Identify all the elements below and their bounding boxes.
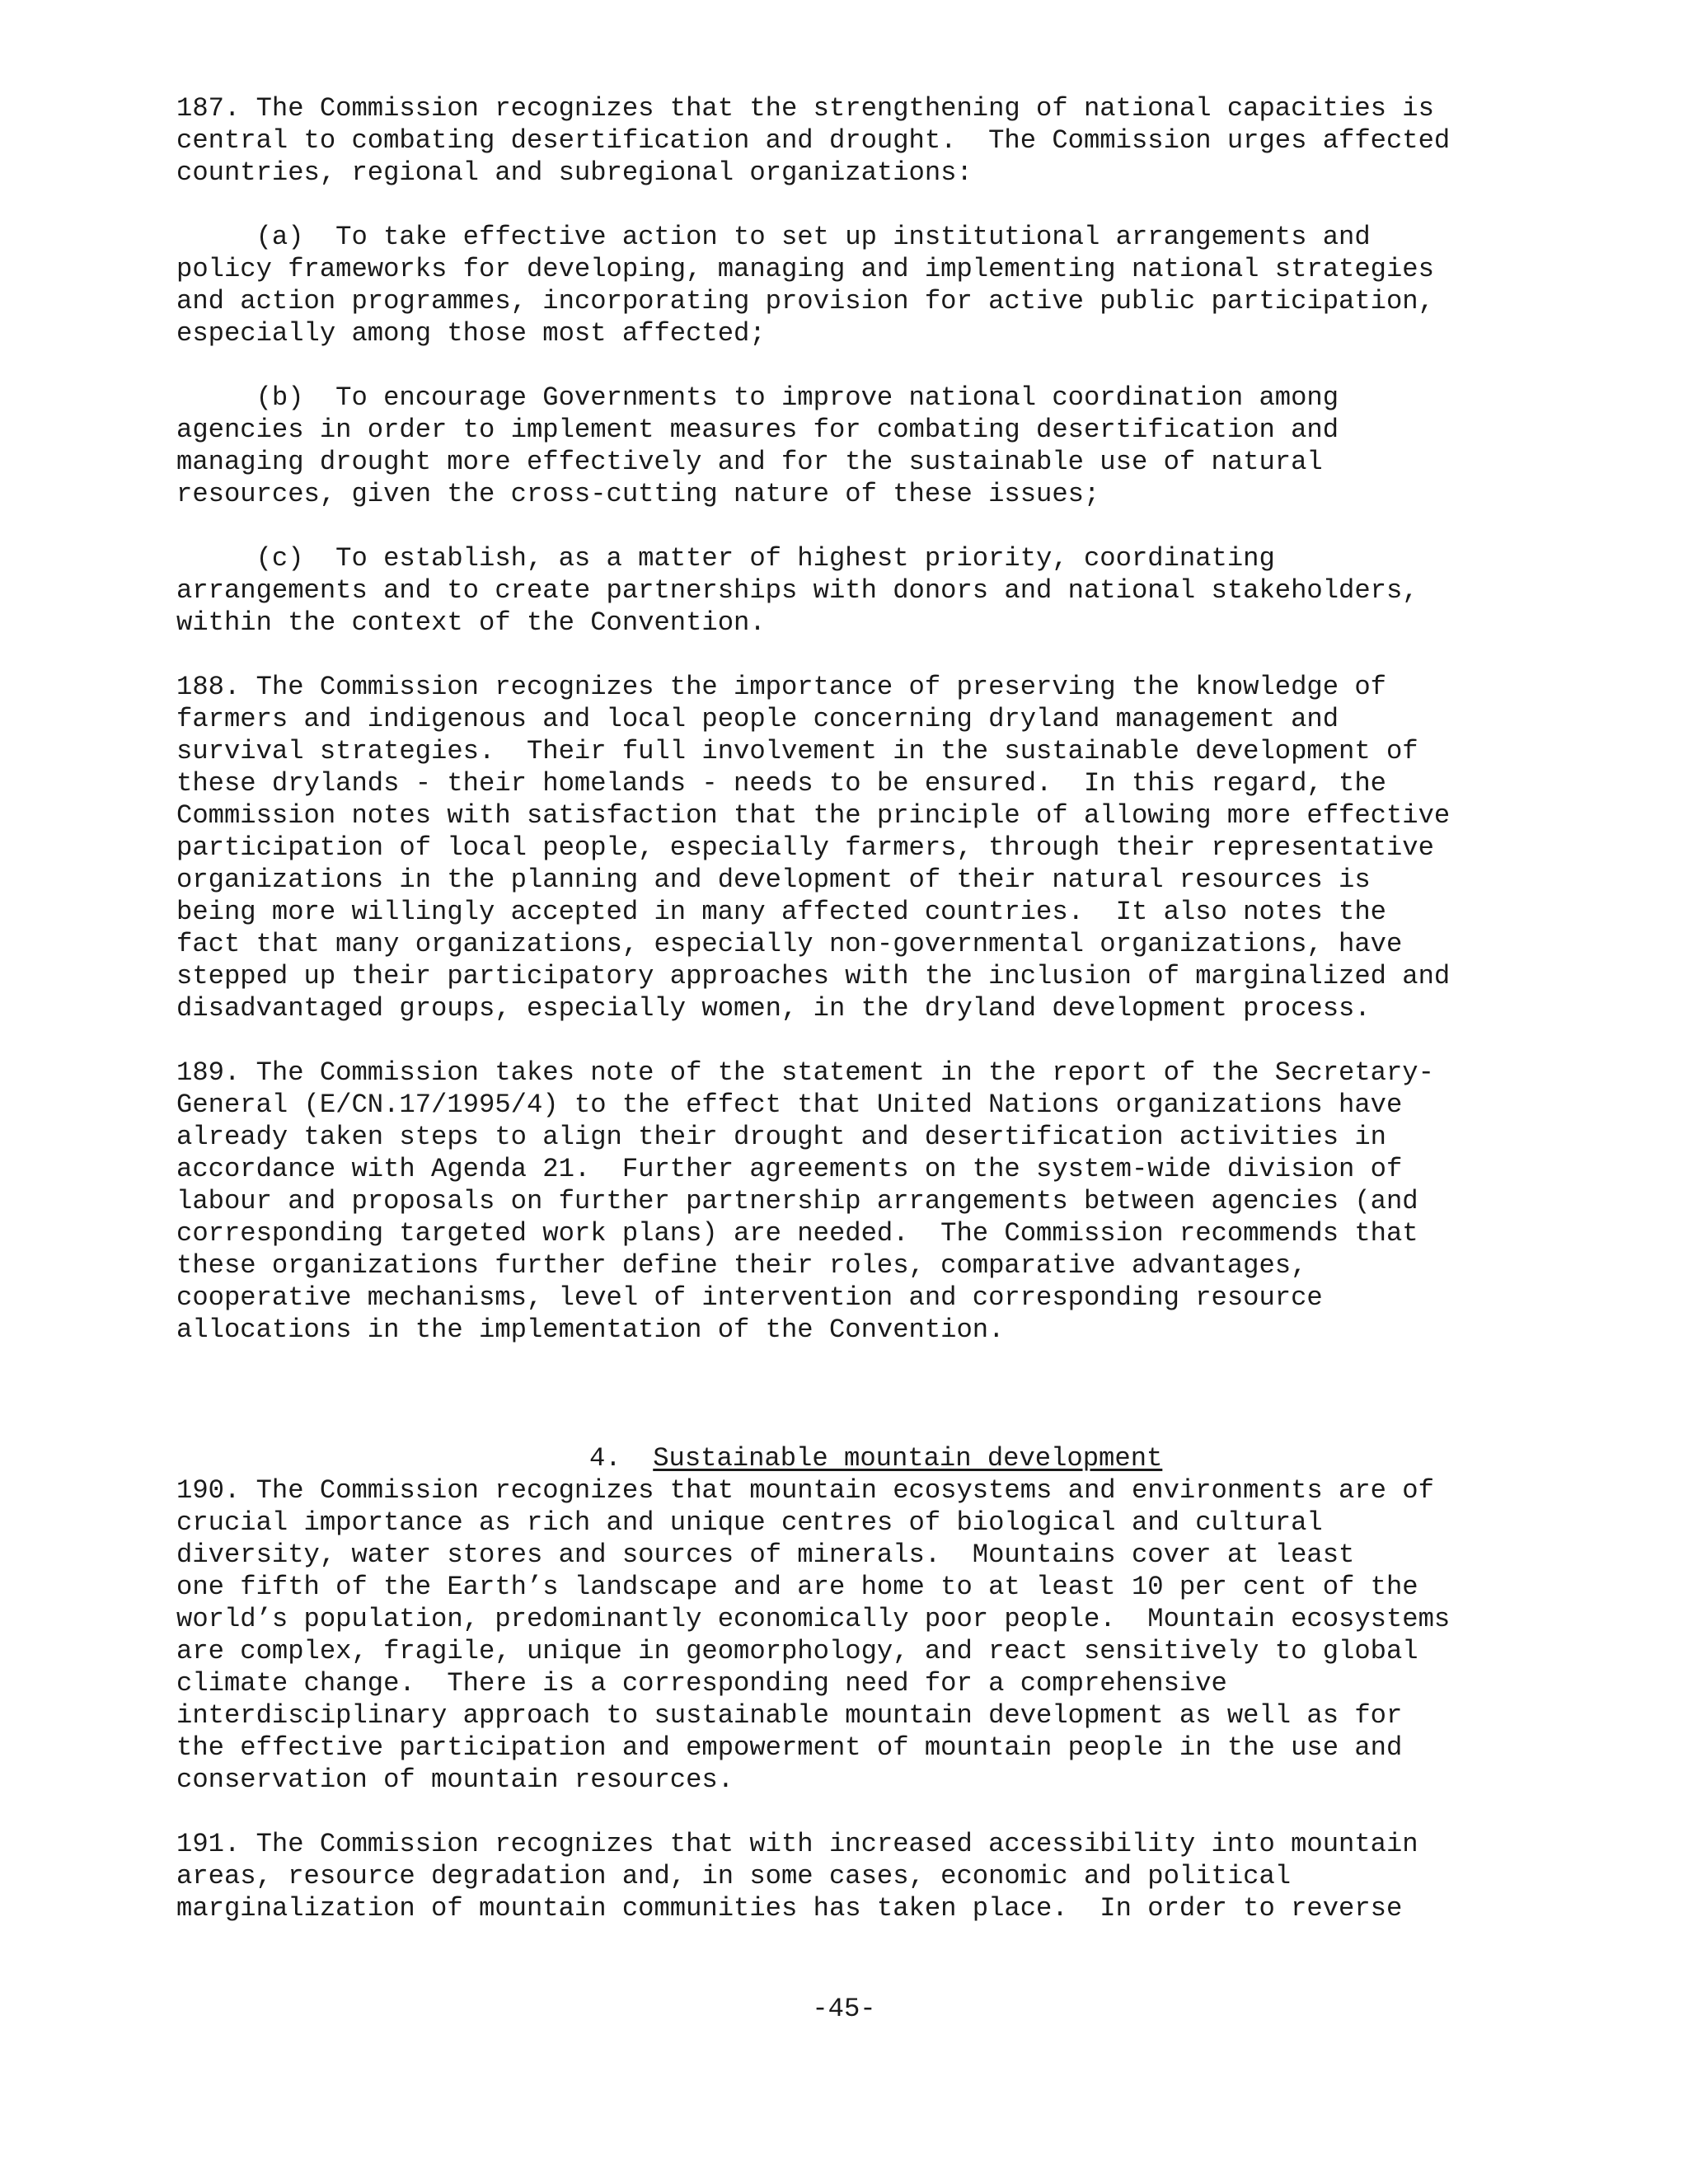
text-line: cooperative mechanisms, level of intervention and corresponding resource	[176, 1282, 1323, 1313]
text-line: General (E/CN.17/1995/4) to the effect that United Nations organizations have	[176, 1090, 1403, 1120]
text-line: participation of local people, especially farmers, through their representative	[176, 832, 1434, 863]
section-title: Sustainable mountain development	[653, 1443, 1163, 1474]
text-line: 191. The Commission recognizes that with increased accessibility into mountain	[176, 1829, 1418, 1859]
paragraph-191	[176, 1828, 1528, 1924]
text-line: crucial importance as rich and unique centres of biological and cultural	[176, 1507, 1323, 1538]
text-line: interdisciplinary approach to sustainable mountain development as well as for	[176, 1700, 1403, 1731]
page-number: -45-	[812, 1994, 876, 2024]
paragraph-187-b	[176, 382, 1528, 510]
text-line: policy frameworks for developing, managing and implementing national strategies	[176, 254, 1434, 284]
text-line: disadvantaged groups, especially women, in the dryland development process.	[176, 993, 1371, 1024]
text-line: organizations in the planning and development of their natural resources is	[176, 865, 1371, 895]
text-line: corresponding targeted work plans) are needed. The Commission recommends that	[176, 1218, 1418, 1249]
text-line: already taken steps to align their drought and desertification activities in	[176, 1122, 1386, 1152]
text-line: survival strategies. Their full involvement in the sustainable development of	[176, 736, 1418, 766]
text-line: world’s population, predominantly economically poor people. Mountain ecosystems	[176, 1604, 1451, 1634]
text-line: marginalization of mountain communities has taken place. In order to reverse	[176, 1893, 1403, 1924]
text-line: farmers and indigenous and local people concerning dryland management and	[176, 704, 1339, 734]
text-line: accordance with Agenda 21. Further agreements on the system-wide division of	[176, 1154, 1403, 1184]
text-line: agencies in order to implement measures for combating desertification and	[176, 415, 1339, 445]
text-line: one fifth of the Earth’s landscape and are home to at least 10 per cent of the	[176, 1572, 1418, 1602]
text-line: resources, given the cross-cutting nature of these issues;	[176, 479, 1100, 509]
text-line: especially among those most affected;	[176, 318, 766, 349]
text-line: climate change. There is a corresponding need for a comprehensive	[176, 1668, 1227, 1699]
text-line: Commission notes with satisfaction that the principle of allowing more effective	[176, 800, 1451, 831]
paragraph-188	[176, 671, 1528, 1024]
text-line: are complex, fragile, unique in geomorphology, and react sensitively to global	[176, 1636, 1418, 1666]
text-line: (c) To establish, as a matter of highest priority, coordinating	[176, 543, 1275, 574]
text-line: these organizations further define their roles, comparative advantages,	[176, 1250, 1307, 1281]
text-line: 189. The Commission takes note of the statement in the report of the Secretary-	[176, 1057, 1434, 1088]
text-line: within the context of the Convention.	[176, 607, 766, 638]
text-line: (b) To encourage Governments to improve national coordination among	[176, 382, 1339, 413]
text-line: the effective participation and empowerment of mountain people in the use and	[176, 1732, 1403, 1763]
text-line: central to combating desertification and drought. The Commission urges affected	[176, 125, 1451, 156]
paragraph-189	[176, 1057, 1528, 1346]
text-line: fact that many organizations, especially non-governmental organizations, have	[176, 929, 1403, 959]
text-line: these drylands - their homelands - needs to be ensured. In this regard, the	[176, 768, 1386, 799]
text-line: 190. The Commission recognizes that mountain ecosystems and environments are of	[176, 1475, 1434, 1506]
text-line: areas, resource degradation and, in some cases, economic and political	[176, 1861, 1292, 1891]
text-line: allocations in the implementation of the Convention.	[176, 1315, 1005, 1345]
text-line: being more willingly accepted in many affected countries. It also notes the	[176, 897, 1386, 927]
paragraph-187-c	[176, 542, 1528, 639]
text-line: countries, regional and subregional organizations:	[176, 157, 973, 188]
text-line: and action programmes, incorporating provision for active public participation,	[176, 286, 1434, 316]
text-line: managing drought more effectively and for the sustainable use of natural	[176, 447, 1323, 477]
text-line: stepped up their participatory approaches with the inclusion of marginalized and	[176, 961, 1451, 991]
text-line: conservation of mountain resources.	[176, 1765, 734, 1795]
text-line: labour and proposals on further partnership arrangements between agencies (and	[176, 1186, 1418, 1216]
paragraph-190	[176, 1474, 1528, 1796]
paragraph-187	[176, 92, 1528, 189]
text-line: diversity, water stores and sources of minerals. Mountains cover at least	[176, 1540, 1355, 1570]
text-line: 187. The Commission recognizes that the strengthening of national capacities is	[176, 93, 1434, 124]
text-line: arrangements and to create partnerships with donors and national stakeholders,	[176, 575, 1418, 606]
text-line: 188. The Commission recognizes the importance of preserving the knowledge of	[176, 672, 1386, 702]
text-line: (a) To take effective action to set up institutional arrangements and	[176, 222, 1371, 252]
section-number: 4.	[588, 1443, 621, 1474]
paragraph-187-a	[176, 221, 1528, 349]
